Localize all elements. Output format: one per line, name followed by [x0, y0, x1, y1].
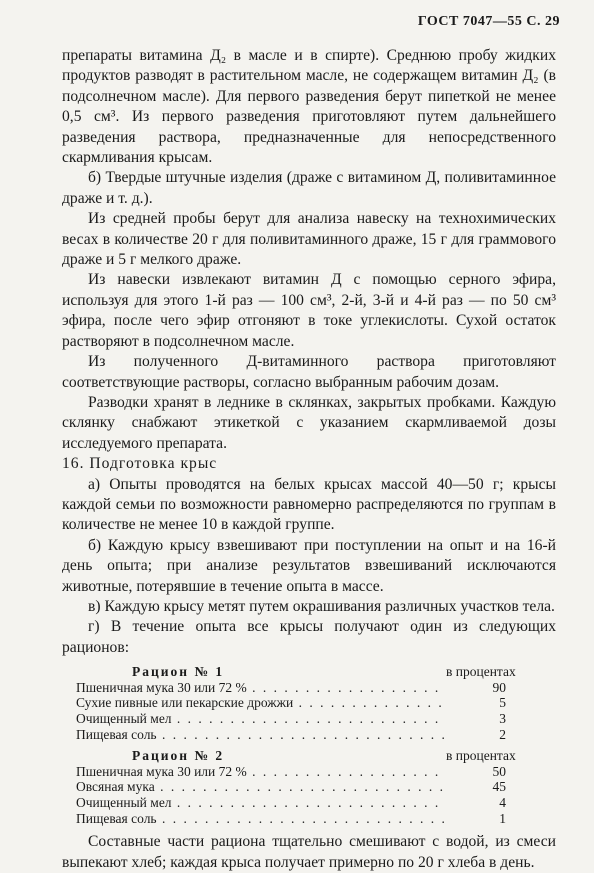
- ration-row: [76, 779, 556, 795]
- paragraph: б) Твердые штучные изделия (драже с витамином Д, поливитаминное драже и т. д.).: [62, 169, 556, 207]
- ingredient-name: Пшеничная мука 30 или 72 % . . .: [76, 680, 446, 696]
- ingredient-name: Сухие пивные или пекарские дрожжи . . .: [76, 695, 446, 711]
- ingredient-name: Овсяная мука . . .: [76, 779, 446, 795]
- ingredient-name: Очищенный мел . . .: [76, 711, 446, 727]
- ingredient-name: Пищевая соль . . .: [76, 811, 446, 827]
- paragraph: 16. Подготовка крыс: [62, 455, 218, 473]
- ration-list: [62, 664, 556, 826]
- ingredient-percent: 90: [492, 679, 506, 695]
- ration-header: [76, 748, 556, 764]
- ingredient-percent: 4: [499, 794, 506, 810]
- page-header: ГОСТ 7047—55 С. 29: [417, 14, 560, 29]
- paragraph: а) Опыты проводятся на белых крысах массой 40—50 г; крысы каждой семьи по возможности равномерно распределяются по группам в количестве не менее 10 в каждой группе.: [62, 475, 556, 534]
- ration-header: [76, 664, 556, 680]
- ration-row: [76, 680, 556, 696]
- ingredient-percent: 2: [499, 726, 506, 742]
- paragraph: Разводки хранят в леднике в склянках, закрытых пробками. Каждую склянку снабжают этикеткой с указанием скармливаемой дозы исследуемого препарата.: [62, 393, 556, 452]
- ration-title: Рацион № 2: [132, 748, 225, 764]
- ingredient-percent: 1: [499, 810, 506, 826]
- paragraph: Из средней пробы берут для анализа навеску на технохимических весах в количестве 20 г для поливитаминного драже, 15 г для граммового драже и 5 г мелкого драже.: [62, 210, 556, 269]
- paragraph: б) Каждую крысу взвешивают при поступлении на опыт и на 16-й день опыта; при анализе результатов взвешиваний исключаются животные, потерявшие в течение опыта в массе.: [62, 536, 556, 595]
- document-body: [62, 46, 556, 873]
- closing-paragraph: Составные части рациона тщательно смешивают с водой, из смеси выпекают хлеб; каждая крыса получает примерно по 20 г хлеба в день.: [62, 833, 556, 871]
- ingredient-name: Очищенный мел . . .: [76, 795, 446, 811]
- paragraph: препараты витамина Д₂ в масле и в спирте). Среднюю пробу жидких продуктов разводят в растительном масле, не содержащем витамин Д₂ (в подсолнечном масле). Для первого разведения берут пипеткой не менее 0,5 см³. Из первого разведения приготовляют путем дальнейшего разведения раствора, предназначенные для непосредственного скармливания крысам.: [62, 47, 556, 167]
- paragraph: Из навески извлекают витамин Д с помощью серного эфира, используя для этого 1-й раз — 100 см³, 2-й, 3-й и 4-й раз — по 50 см³ эфира, после чего эфир отгоняют в токе углекислоты. Сухой остаток растворяют в подсолнечном масле.: [62, 271, 556, 350]
- ingredient-percent: 45: [492, 779, 506, 795]
- ration-table: [76, 664, 556, 742]
- ration-row: [76, 711, 556, 727]
- ingredient-percent: 3: [499, 710, 506, 726]
- ration-row: [76, 811, 556, 827]
- paragraph: г) В течение опыта все крысы получают один из следующих рационов:: [62, 618, 556, 656]
- paragraph-list: [62, 46, 556, 658]
- ration-table: [76, 748, 556, 826]
- paragraph: Из полученного Д-витаминного раствора приготовляют соответствующие растворы, согласно выбранным рабочим дозам.: [62, 353, 556, 391]
- ration-row: [76, 764, 556, 780]
- ration-row: [76, 695, 556, 711]
- ingredient-name: Пищевая соль . . .: [76, 727, 446, 743]
- paragraph: в) Каждую крысу метят путем окрашивания различных участков тела.: [88, 597, 555, 615]
- ration-title: Рацион № 1: [132, 664, 225, 680]
- ingredient-percent: 5: [499, 695, 506, 711]
- ration-row: [76, 795, 556, 811]
- ration-row: [76, 727, 556, 743]
- ingredient-name: Пшеничная мука 30 или 72 % . . .: [76, 764, 446, 780]
- ration-unit: в процентах: [446, 748, 516, 764]
- ration-unit: в процентах: [446, 664, 516, 680]
- ingredient-percent: 50: [492, 763, 506, 779]
